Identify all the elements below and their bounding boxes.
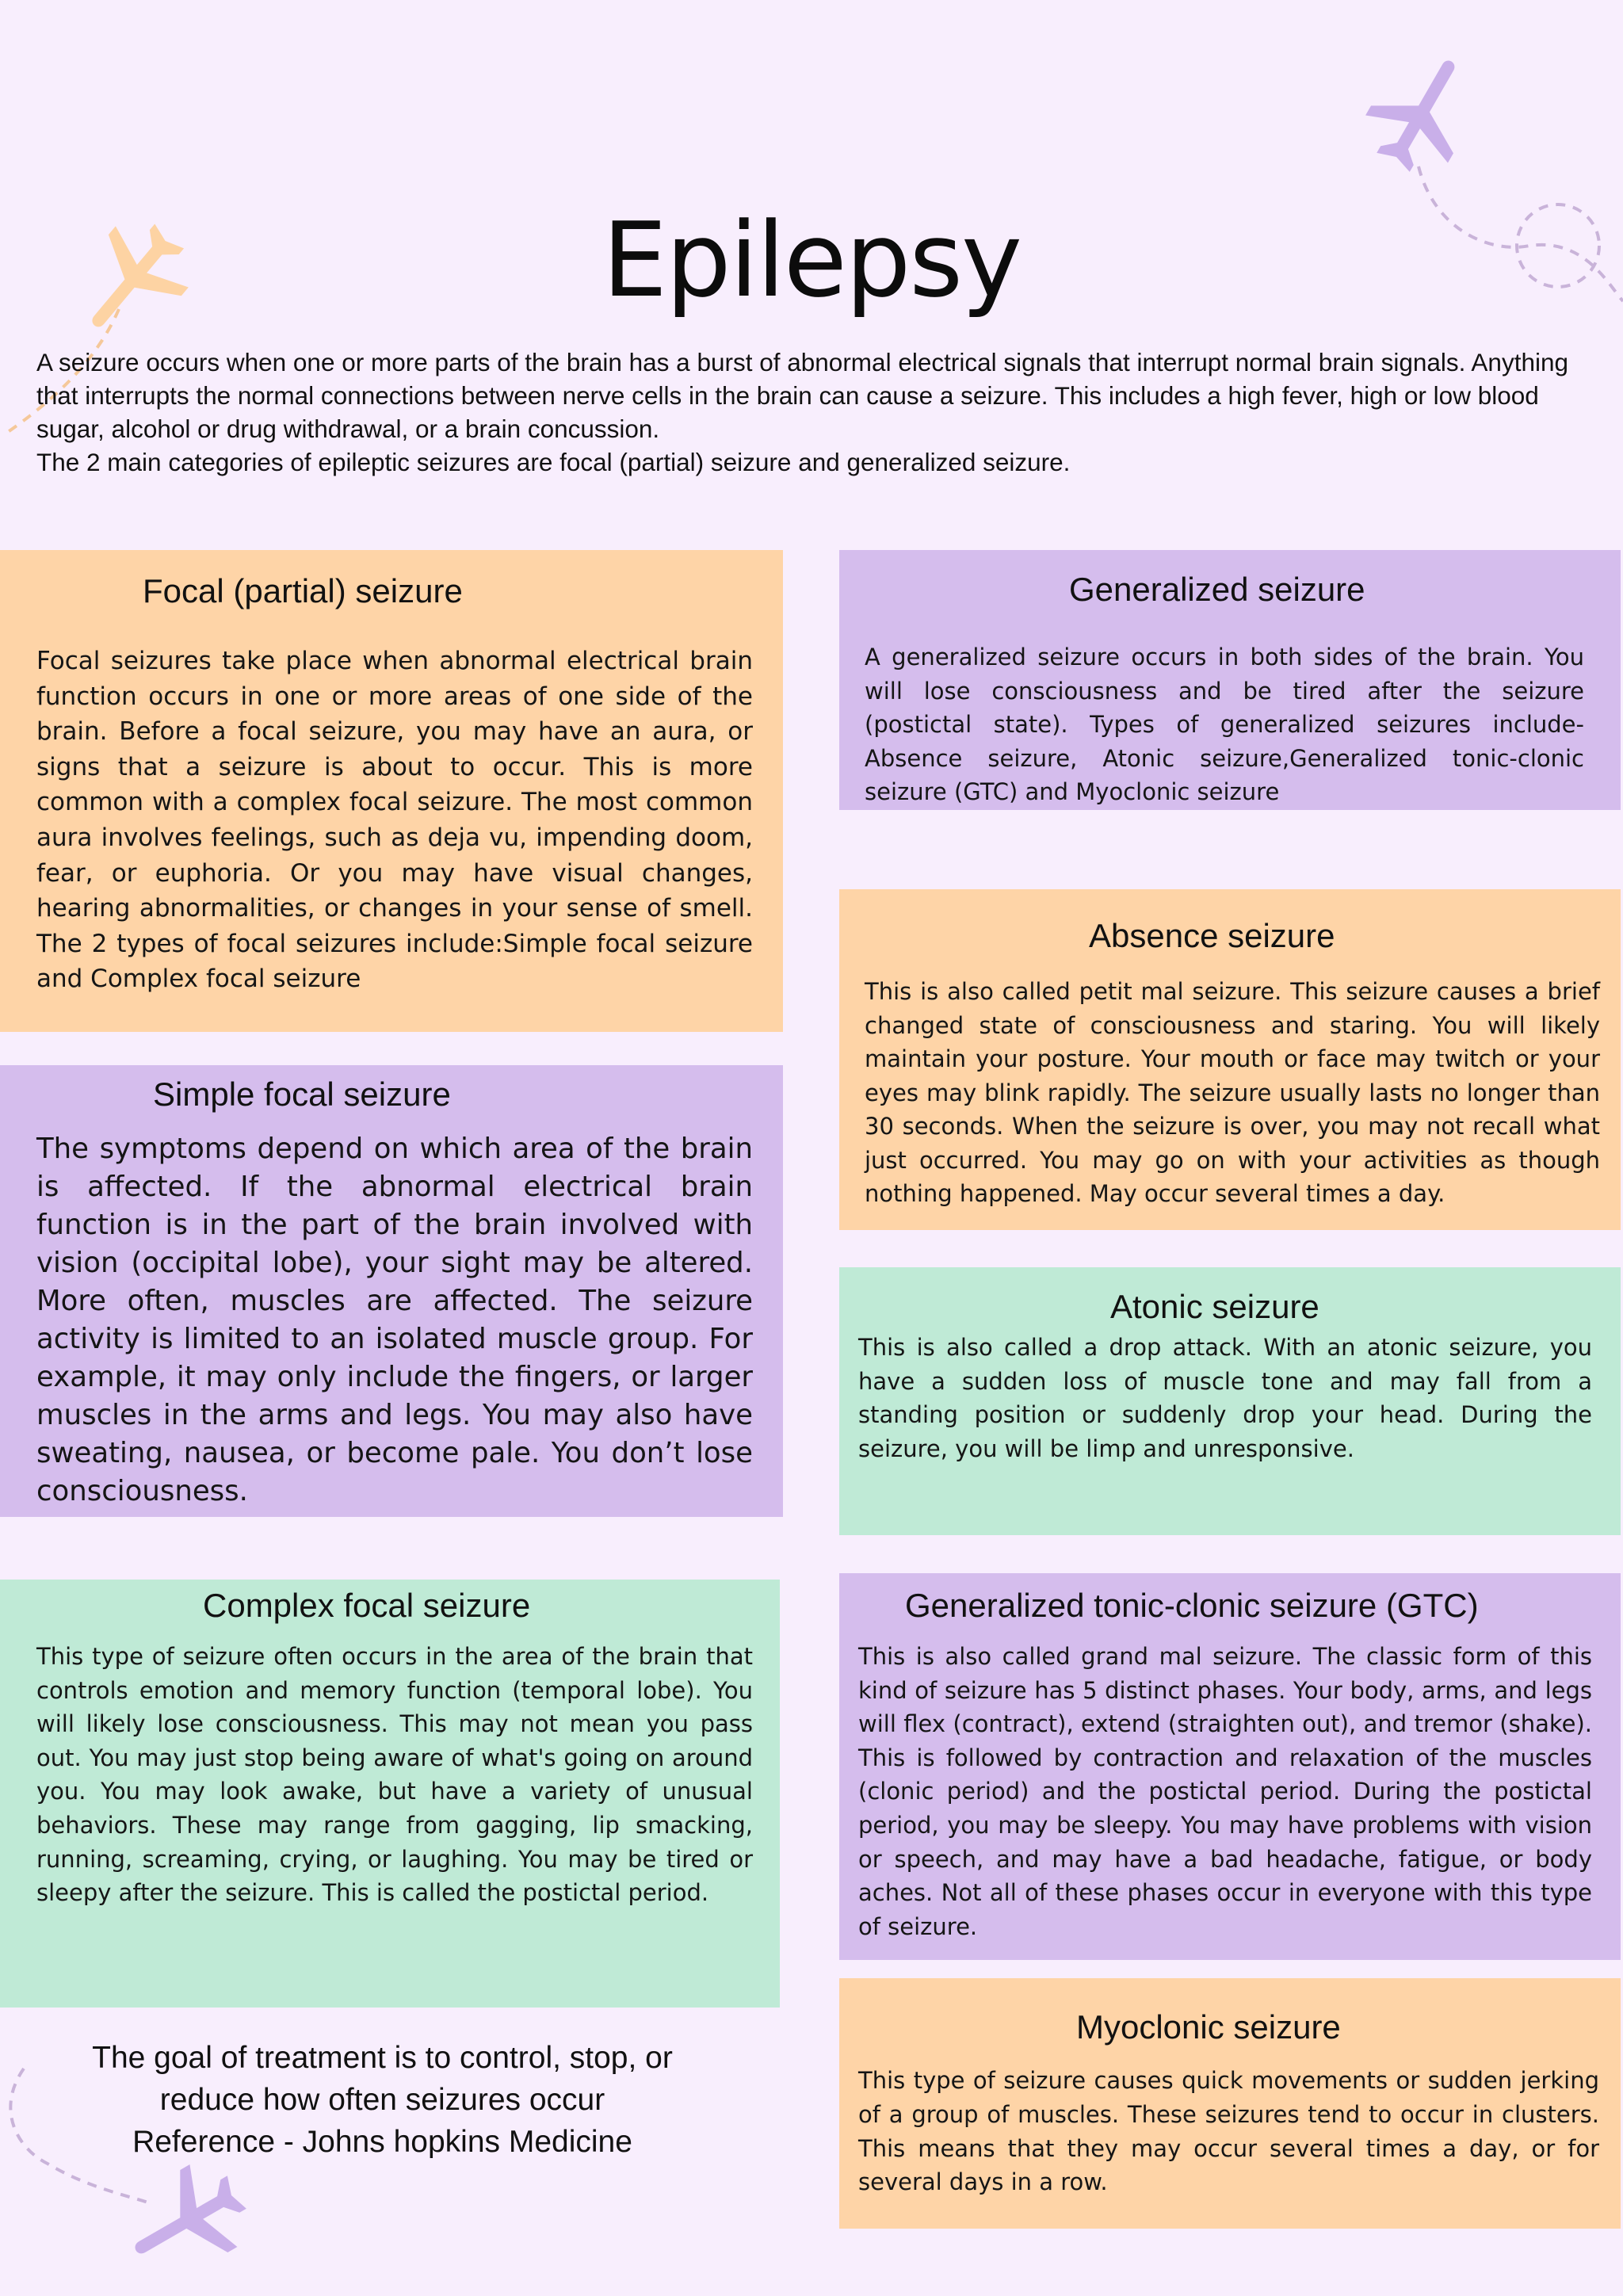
focal-seizure-heading: Focal (partial) seizure bbox=[143, 572, 463, 609]
intro-paragraph-1: A seizure occurs when one or more parts of the brain has a burst of abnormal electrical signals that interrupt normal brain signals. Anything that interrupts the normal connections between nerve cells in the brain can cause a seizure. This includes a high fever, high or low blood sugar, alcohol or drug withdrawal, or a brain concussion. bbox=[36, 348, 1569, 443]
treatment-goal-line-1: The goal of treatment is to control, stop, or bbox=[92, 2041, 673, 2075]
intro-paragraph-2: The 2 main categories of epileptic seizures are focal (partial) seizure and generalized seizure. bbox=[36, 448, 1071, 476]
treatment-goal bbox=[32, 2037, 733, 2163]
generalized-seizure-heading: Generalized seizure bbox=[1069, 571, 1365, 608]
gtc-seizure-text: This is also called grand mal seizure. The classic form of this kind of seizure has 5 distinct phases. Your body, arms, and legs will flex (contract), extend (straighten out), and tremor (shake). This is followed by contraction and relaxation of the muscles (clonic period) and the postictal period. During the postictal period, you may be sleepy. You may have problems with vision or speech, and may have a bad headache, fatigue, or body aches. Not all of these phases occur in everyone with this type of seizure. bbox=[858, 1643, 1592, 1940]
complex-focal-seizure-heading: Complex focal seizure bbox=[203, 1587, 531, 1624]
myoclonic-seizure-heading: Myoclonic seizure bbox=[1076, 2008, 1341, 2046]
complex-focal-seizure-text: This type of seizure often occurs in the area of the brain that controls emotion and memory function (temporal lobe). You will likely lose consciousness. This may not mean you pass out. You may just stop being aware of what's going on around you. You may look awake, but have a variety of unusual behaviors. These may range from gagging, lip smacking, running, screaming, crying, or laughing. You may be tired or sleepy after the seizure. This is called the postictal period. bbox=[36, 1643, 753, 1907]
reference-text: Reference - Johns hopkins Medicine bbox=[132, 2125, 632, 2159]
simple-focal-seizure-card bbox=[0, 1065, 783, 1517]
gtc-seizure-heading: Generalized tonic-clonic seizure (GTC) bbox=[905, 1587, 1479, 1624]
absence-seizure-heading: Absence seizure bbox=[1089, 917, 1335, 954]
myoclonic-seizure-text: This type of seizure causes quick movements or sudden jerking of a group of muscles. These seizures tend to occur in clusters. This means that they may occur several times a day, or for several days in a row. bbox=[858, 2067, 1599, 2196]
focal-seizure-text: Focal seizures take place when abnormal electrical brain function occurs in one or more areas of one side of the brain. Before a focal seizure, you may have an aura, or signs that a seizure is about to occur. This is more common with a complex focal seizure. The most common aura involves feelings, such as deja vu, impending doom, fear, or euphoria. Or you may have visual changes, hearing abnormalities, or changes in your sense of smell. The 2 types of focal seizures include:Simple focal seizure and Complex focal seizure bbox=[36, 647, 753, 994]
absence-seizure-card bbox=[839, 889, 1621, 1230]
generalized-seizure-text: A generalized seizure occurs in both sides of the brain. You will lose consciousness and be tired after the seizure (postictal state). Types of generalized seizures include- Absence seizure, Atonic seizure,Generalized tonic-clonic seizure (GTC) and Myoclonic seizure bbox=[865, 644, 1584, 805]
focal-seizure-card bbox=[0, 550, 783, 1032]
intro-text bbox=[36, 346, 1602, 479]
page-title: Epilepsy bbox=[601, 200, 1022, 320]
atonic-seizure-text: This is also called a drop attack. With an atonic seizure, you have a sudden loss of muscle tone and may fall from a standing position or suddenly drop your head. During the seizure, you will be limp and unresponsive. bbox=[858, 1334, 1592, 1462]
atonic-seizure-heading: Atonic seizure bbox=[1110, 1288, 1319, 1325]
myoclonic-seizure-card bbox=[839, 1978, 1621, 2229]
simple-focal-seizure-heading: Simple focal seizure bbox=[153, 1075, 451, 1113]
treatment-goal-line-2: reduce how often seizures occur bbox=[159, 2083, 605, 2117]
absence-seizure-text: This is also called petit mal seizure. This seizure causes a brief changed state of consciousness and staring. You will likely maintain your posture. Your mouth or face may twitch or your eyes may blink rapidly. The seizure usually lasts no longer than 30 seconds. When the seizure is over, you may not recall what just occurred. You may go on with your activities as though nothing happened. May occur several times a day. bbox=[865, 978, 1600, 1207]
gtc-seizure-card bbox=[839, 1573, 1621, 1960]
atonic-seizure-card bbox=[839, 1267, 1621, 1535]
simple-focal-seizure-text: The symptoms depend on which area of the brain is affected. If the abnormal electrical brain function is in the part of the brain involved with vision (occipital lobe), your sight may be altered. More often, muscles are affected. The seizure activity is limited to an isolated muscle group. For example, it may only include the fingers, or larger muscles in the arms and legs. You may also have sweating, nausea, or become pale. You don’t lose consciousness. bbox=[36, 1133, 753, 1507]
complex-focal-seizure-card bbox=[0, 1580, 780, 2008]
generalized-seizure-card bbox=[839, 550, 1621, 810]
